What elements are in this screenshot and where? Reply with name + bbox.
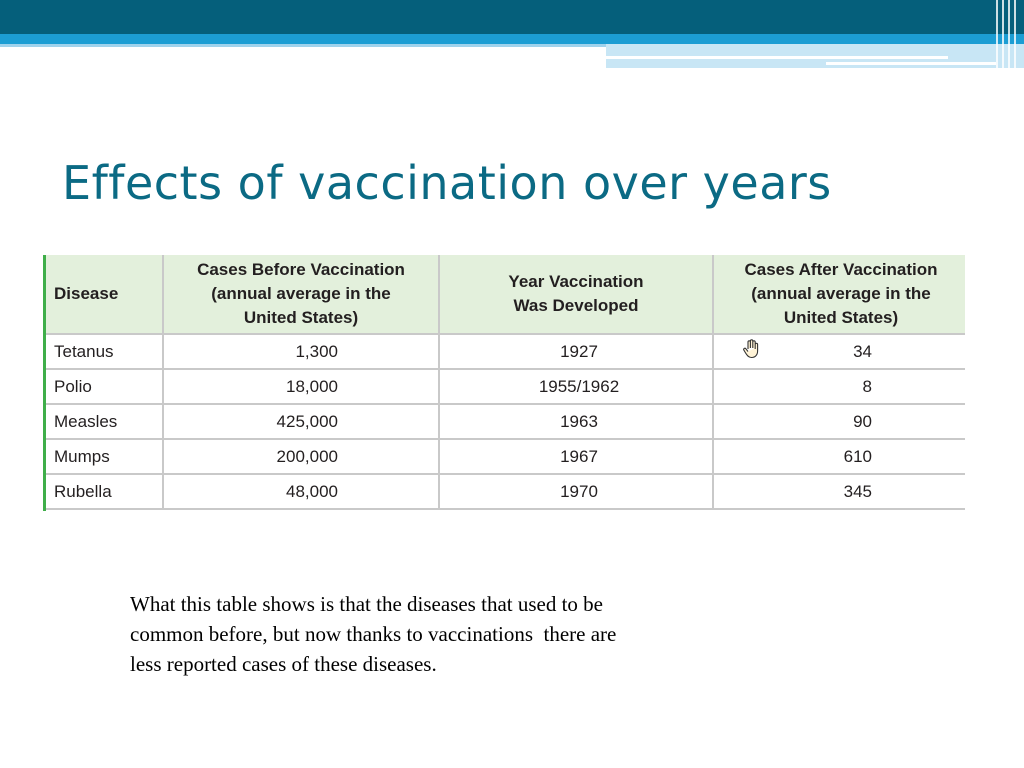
header-band-dark <box>0 0 1024 34</box>
header-line: Year Vaccination <box>508 272 644 291</box>
header-line: (annual average in the <box>751 284 931 303</box>
header-cases-before <box>163 255 439 334</box>
cell-cases-before: 200,000 <box>163 439 439 474</box>
slide-title: Effects of vaccination over years <box>62 156 832 210</box>
header-stripe <box>606 56 948 59</box>
header-disease: Disease <box>46 255 163 334</box>
header-line: Cases After Vaccination <box>744 260 938 279</box>
cell-year: 1963 <box>439 404 713 439</box>
header-line: Was Developed <box>513 296 639 315</box>
cell-year: 1970 <box>439 474 713 509</box>
header-line: United States) <box>243 308 359 327</box>
cell-value: 34 <box>853 341 872 361</box>
cell-disease: Polio <box>46 369 163 404</box>
cell-cases-before: 1,300 <box>163 334 439 369</box>
header-cases-after <box>713 255 965 334</box>
header-line: Cases Before Vaccination <box>197 260 405 279</box>
cell-cases-before: 425,000 <box>163 404 439 439</box>
table-row <box>46 369 965 404</box>
cell-disease: Rubella <box>46 474 163 509</box>
table-row <box>46 439 965 474</box>
table-row <box>46 334 965 369</box>
cell-cases-before: 18,000 <box>163 369 439 404</box>
header-line: United States) <box>783 308 899 327</box>
cell-year: 1967 <box>439 439 713 474</box>
header-band-light <box>0 44 606 47</box>
header-year-developed <box>439 255 713 334</box>
header-line: (annual average in the <box>211 284 391 303</box>
vaccination-table <box>43 255 965 511</box>
header-vertical-bars <box>992 0 1024 68</box>
cell-cases-before: 48,000 <box>163 474 439 509</box>
cell-cases-after: 610 <box>713 439 965 474</box>
table-row <box>46 474 965 509</box>
cell-cases-after: 345 <box>713 474 965 509</box>
table-header-row <box>46 255 965 334</box>
header-band-accent <box>0 34 1024 44</box>
cell-disease: Mumps <box>46 439 163 474</box>
cell-cases-after: 8 <box>713 369 965 404</box>
header-stripe <box>826 62 996 65</box>
cell-year: 1955/1962 <box>439 369 713 404</box>
slide-caption: What this table shows is that the diseases that used to be common before, but now thanks to vaccinations there are less reported cases of these diseases. <box>130 592 617 676</box>
cell-cases-after <box>713 334 965 369</box>
cell-year: 1927 <box>439 334 713 369</box>
table-row <box>46 404 965 439</box>
hand-cursor-icon <box>742 339 760 359</box>
cell-disease: Measles <box>46 404 163 439</box>
cell-disease: Tetanus <box>46 334 163 369</box>
cell-cases-after: 90 <box>713 404 965 439</box>
